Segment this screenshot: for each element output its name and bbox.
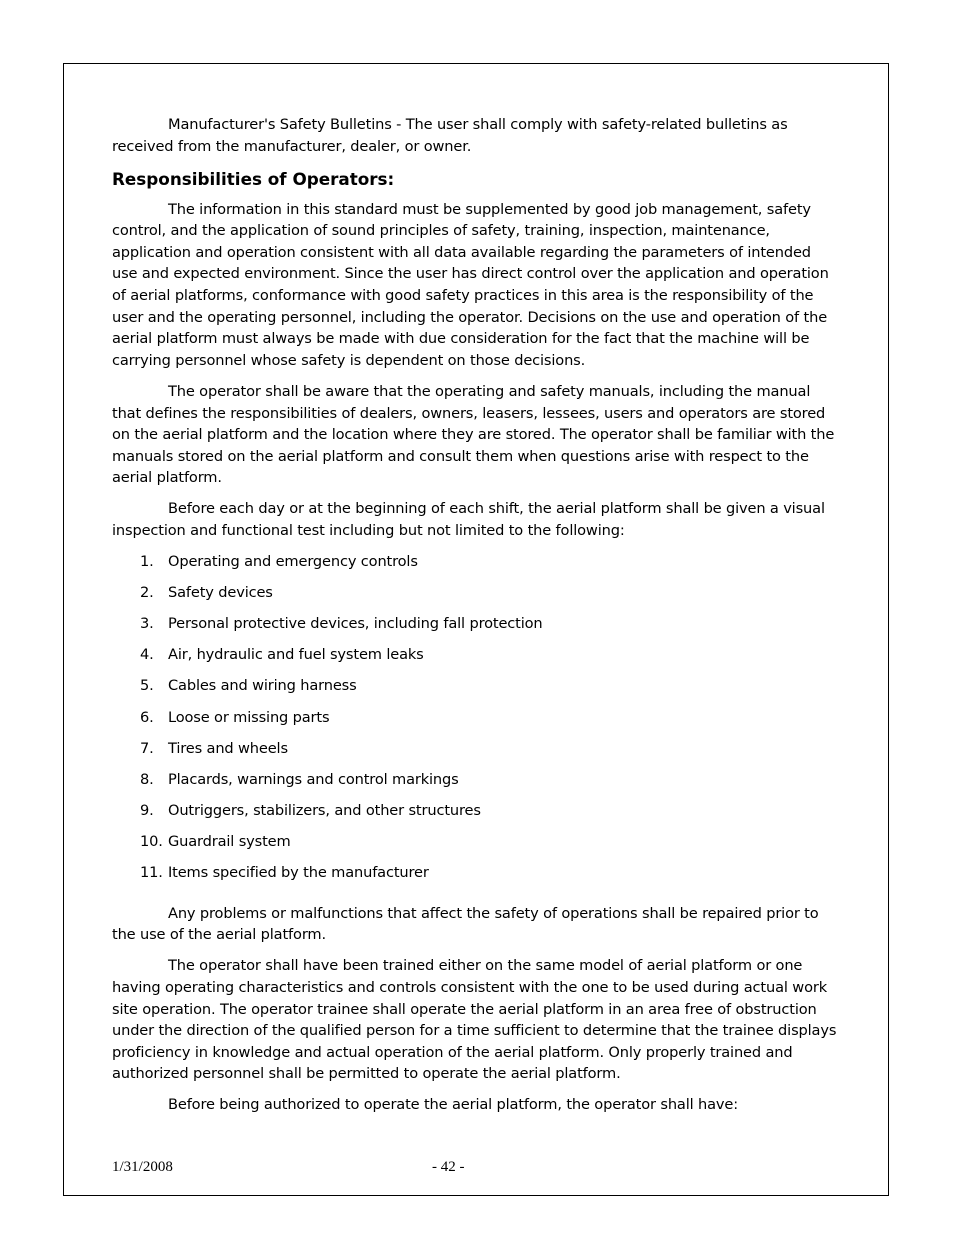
list-item-text: Operating and emergency controls bbox=[168, 553, 418, 571]
list-item-text: Safety devices bbox=[168, 584, 273, 602]
document-body bbox=[112, 114, 840, 1125]
list-item-number: 7. bbox=[140, 739, 154, 757]
list-item-number: 2. bbox=[140, 584, 154, 602]
list-item bbox=[112, 831, 840, 862]
inspection-list bbox=[112, 551, 840, 893]
paragraph: Before being authorized to operate the aerial platform, the operator shall have: bbox=[168, 1096, 738, 1114]
paragraph: Any problems or malfunctions that affect the safety of operations shall be repaired prior to the use of the aerial platform. bbox=[112, 904, 819, 944]
list-item bbox=[112, 862, 840, 893]
list-item bbox=[112, 769, 840, 800]
paragraph: The operator shall have been trained either on the same model of aerial platform or one having operating characteristics and controls consistent with the one to be used during actual work site operation. The operator trainee shall operate the aerial platform in an area free of obstruction under the direction of the qualified person for a time sufficient to determine that the trainee displays proficiency in knowledge and actual operation of the aerial platform. Only properly trained and authorized personnel shall be permitted to operate the aerial platform. bbox=[112, 957, 837, 1083]
list-item-number: 10. bbox=[140, 832, 163, 850]
list-item-text: Outriggers, stabilizers, and other structures bbox=[168, 801, 481, 819]
list-item-text: Guardrail system bbox=[168, 832, 291, 850]
list-item bbox=[112, 551, 840, 582]
list-item-text: Placards, warnings and control markings bbox=[168, 770, 459, 788]
footer-date: 1/31/2008 bbox=[112, 1159, 173, 1175]
list-item-number: 8. bbox=[140, 770, 154, 788]
list-item-number: 11. bbox=[140, 864, 163, 882]
paragraph: The operator shall be aware that the operating and safety manuals, including the manual that defines the responsibilities of dealers, owners, leasers, lessees, users and operators are stored on the aerial platform and the location where they are stored. The operator shall be familiar with the manuals stored on the aerial platform and consult them when questions arise with respect to the aerial platform. bbox=[112, 382, 835, 487]
paragraph: The information in this standard must be supplemented by good job management, safety control, and the application of sound principles of safety, training, inspection, maintenance, application and operation consistent with all data available regarding the parameters of intended use and expected environment. Since the user has direct control over the application and operation of aerial platforms, conformance with good safety practices in this area is the responsibility of the user and the operating personnel, including the operator. Decisions on the use and operation of the aerial platform must always be made with due consideration for the fact that the machine will be carrying personnel whose safety is dependent on those decisions. bbox=[112, 200, 829, 369]
list-item bbox=[112, 800, 840, 831]
page-number: - 42 - bbox=[432, 1159, 465, 1175]
paragraph: Before each day or at the beginning of each shift, the aerial platform shall be given a visual inspection and functional test including but not limited to the following: bbox=[112, 500, 825, 539]
list-item bbox=[112, 613, 840, 644]
list-item-text: Cables and wiring harness bbox=[168, 677, 357, 695]
list-item bbox=[112, 644, 840, 675]
list-item-text: Items specified by the manufacturer bbox=[168, 864, 429, 882]
list-item bbox=[112, 707, 840, 738]
list-item-text: Loose or missing parts bbox=[168, 708, 330, 726]
list-item-number: 1. bbox=[140, 553, 154, 571]
section-heading: Responsibilities of Operators: bbox=[112, 168, 395, 189]
list-item-number: 3. bbox=[140, 615, 154, 633]
list-item-number: 9. bbox=[140, 801, 154, 819]
list-item bbox=[112, 582, 840, 613]
list-item bbox=[112, 738, 840, 769]
list-item bbox=[112, 675, 840, 706]
list-item-number: 5. bbox=[140, 677, 154, 695]
list-item-text: Air, hydraulic and fuel system leaks bbox=[168, 646, 424, 664]
list-item-text: Personal protective devices, including fall protection bbox=[168, 615, 543, 633]
list-item-number: 6. bbox=[140, 708, 154, 726]
intro-paragraph: Manufacturer's Safety Bulletins - The user shall comply with safety-related bulletins as received from the manufacturer, dealer, or owner. bbox=[112, 116, 788, 155]
list-item-text: Tires and wheels bbox=[168, 739, 288, 757]
list-item-number: 4. bbox=[140, 646, 154, 664]
